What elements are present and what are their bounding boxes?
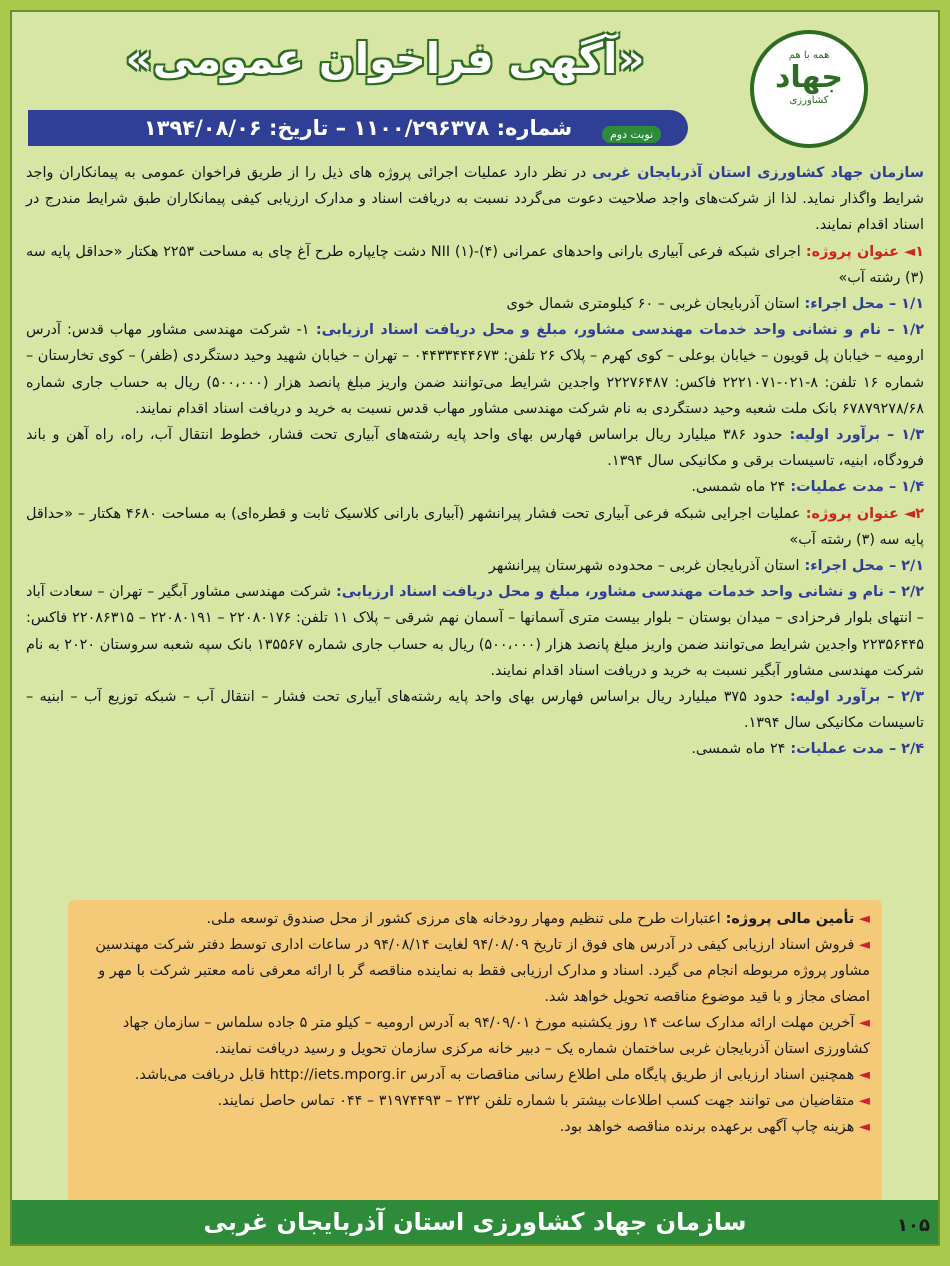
notice-contact [80, 1088, 870, 1114]
jahad-logo [750, 30, 868, 148]
project2-duration-label: ۲/۴ – مدت عملیات: [785, 741, 924, 758]
header [12, 12, 938, 141]
project2-text: عملیات اجرایی شبکه فرعی آبیاری تحت فشار پیرانشهر (آبیاری بارانی کلاسیک ثابت و قطره‌ای) به مساحت ۴۶۸۰ هکتار – «حداقل پایه سه (۳) رشته آب» [26, 505, 924, 548]
project2-title [26, 501, 924, 553]
arrow-icon: ◄ [858, 1067, 870, 1083]
project1-estimate [26, 422, 924, 474]
sale-text: فروش اسناد ارزیابی کیفی در آدرس های فوق از تاریخ ۹۴/۰۸/۰۹ لغایت ۹۴/۰۸/۱۴ در ساعات اداری توسط دفتر شرکت مهندسین مشاور پروژه مربوطه انجام می گیرد. اسناد و مدارک ارزیابی فقط به نماینده مناقصه گر با ارائه معرفی نامه معتبر شرکت با مهر و امضای مجاز و با قید موضوع مناقصه تحویل خواهد شد. [95, 937, 870, 1005]
project2-consultant-text: شرکت مهندسی مشاور آبگیر – تهران – سعادت آباد – انتهای بلوار فرحزادی – میدان بوستان – بلوار بیست متری آسمانها – آسمان نهم شرقی – پلاک ۱۱ تلفن: ۲۲۰۸۰۱۷۶ – ۲۲۰۸۰۱۹۱ – ۲۲۰۸۶۳۱۵ فاکس: ۲۲۳۵۶۴۴۵ واجدین شرایط می‌توانند ضمن واریز مبلغ پانصد هزار (۵۰۰،۰۰۰) ریال به حساب جاری شماره ۱۳۵۵۶۷ بانک سپه شعبه سروستان ۲۰۲۰ به نام شرکت مهندسی مشاور آبگیر نسبت به خرید و دریافت اسناد اقدام نمایند. [26, 584, 925, 679]
cost-text: هزینه چاپ آگهی برعهده برنده مناقصه خواهد بود. [559, 1119, 855, 1135]
round-badge: نوبت دوم [602, 126, 661, 143]
advertisement-page [10, 10, 940, 1246]
project2-duration [26, 736, 924, 762]
project1-marker: ۱◄ [904, 243, 924, 260]
project2-consultant [26, 579, 924, 684]
notice-cost [80, 1114, 870, 1140]
intro-paragraph [26, 160, 924, 239]
project1-duration-label: ۱/۴ – مدت عملیات: [785, 479, 924, 496]
project1-consultant-text: ۱- شرکت مهندسی مشاور مهاب قدس: آدرس ارومیه – خیابان پل قویون – خیابان بوعلی – کوی کهرم – پلاک ۲۶ تلفن: ۰۴۴۳۳۴۴۴۶۷۳ – تهران – خیابان شهید وحید دستگردی (ظفر) – کوی تخارستان – شماره ۱۶ تلفن: ۸-۰۲۱-۲۲۲۱۰۷۱ فاکس: ۲۲۲۷۶۴۸۷ واجدین شرایط می‌توانند ضمن واریز مبلغ پانصد هزار (۵۰۰،۰۰۰) ریال به حساب جاری شماره ۶۷۸۷۹۲۷۸/۶۸ بانک ملت شعبه وحید دستگردی به نام شرکت مهندسی مشاور مهاب قدس نسبت به خرید و دریافت اسناد اقدام نمایند. [26, 322, 924, 417]
notice-funding [80, 906, 870, 932]
intro-text: در نظر دارد عملیات اجرائی پروژه های ذیل را از طریق فراخوان عمومی به پیمانکاران واجد شرایط واگذار نماید. لذا از شرکت‌های واجد صلاحیت دعوت می‌گردد نسبت به دریافت اسناد و مدارک ارزیابی کیفی پیمانکاران طبق شرایط مندرج در اسناد اقدام نمایند. [26, 165, 924, 234]
logo-tagline: همه با هم [788, 50, 830, 61]
arrow-icon: ◄ [858, 1119, 870, 1135]
deadline-text: آخرین مهلت ارائه مدارک ساعت ۱۴ روز یکشنبه مورخ ۹۴/۰۹/۰۱ به آدرس ارومیه – کیلو متر ۵ جاده سلماس – سازمان جهاد کشاورزی استان آذربایجان غربی ساختمان شماره یک – دبیر خانه مرکزی سازمان تحویل و رسید دریافت نمایند. [122, 1015, 870, 1057]
project2-location-label: ۲/۱ – محل اجراء: [799, 558, 924, 575]
arrow-icon: ◄ [858, 1015, 870, 1031]
project2-estimate [26, 684, 924, 736]
project1-label: عنوان پروژه: [800, 243, 905, 260]
notice-deadline [80, 1010, 870, 1062]
project2-duration-text: ۲۴ ماه شمسی. [691, 741, 786, 758]
notice-box [68, 900, 882, 1210]
project1-duration [26, 474, 924, 500]
arrow-icon: ◄ [858, 911, 870, 927]
notice-website [80, 1062, 870, 1088]
page-title: «آگهی فراخوان عمومی» [125, 34, 645, 83]
project1-title [26, 239, 924, 291]
project2-consultant-label: ۲/۲ – نام و نشانی واحد خدمات مهندسی مشاور، مبلغ و محل دریافت اسناد ارزیابی: [330, 584, 924, 601]
project1-duration-text: ۲۴ ماه شمسی. [691, 479, 786, 496]
project1-estimate-text: حدود ۳۸۶ میلیارد ریال براساس فهارس بهای واحد پایه رشته‌های آبیاری تحت فشار، خطوط انتقال آب، راه، راه آهن و باند فرودگاه، ابنیه، تاسیسات برقی و مکانیکی سال ۱۳۹۴. [26, 427, 924, 470]
project1-location-text: استان آذربایجان غربی – ۶۰ کیلومتری شمال خوی [506, 296, 800, 313]
website-text: همچنین اسناد ارزیابی از طریق پایگاه ملی اطلاع رسانی مناقصات به آدرس http://iets.mporg.ir قابل دریافت می‌باشد. [134, 1067, 855, 1083]
project2-location [26, 553, 924, 579]
project1-text: اجرای شبکه فرعی آبیاری بارانی واحدهای عمرانی (۴)-(۱) NII دشت چایپاره طرح آغ چای به مساحت ۲۲۵۳ هکتار «حداقل پایه سه (۳) رشته آب» [26, 243, 924, 286]
arrow-icon: ◄ [858, 937, 870, 953]
project1-location-label: ۱/۱ – محل اجراء: [799, 296, 924, 313]
funding-label: تأمین مالی پروژه: [720, 911, 855, 927]
arrow-icon: ◄ [858, 1093, 870, 1109]
project1-consultant [26, 317, 924, 422]
announcement-body [26, 160, 924, 763]
project1-estimate-label: ۱/۳ – برآورد اولیه: [782, 427, 925, 444]
project1-location [26, 291, 924, 317]
notice-sale [80, 932, 870, 1010]
page-number: ۱۰۵ [897, 1215, 930, 1236]
logo-subtitle: کشاورزی [789, 95, 829, 106]
logo-name: جهاد [774, 60, 844, 95]
project2-marker: ۲◄ [904, 505, 924, 522]
project2-location-text: استان آذربایجان غربی – محدوده شهرستان پیرانشهر [488, 558, 800, 575]
number-date-bar: شماره: ۱۱۰۰/۲۹۶۳۷۸ – تاریخ: ۱۳۹۴/۰۸/۰۶ [28, 110, 688, 146]
contact-text: متقاضیان می توانند جهت کسب اطلاعات بیشتر با شماره تلفن ۲۳۲ – ۳۱۹۷۴۴۹۳ – ۰۴۴ تماس حاصل نمایند. [217, 1093, 855, 1109]
intro-org: سازمان جهاد کشاورزی استان آذربایجان غربی [592, 165, 924, 181]
footer-bar: سازمان جهاد کشاورزی استان آذربایجان غربی [12, 1200, 938, 1244]
project2-label: عنوان پروژه: [800, 505, 905, 522]
project1-consultant-label: ۱/۲ – نام و نشانی واحد خدمات مهندسی مشاور، مبلغ و محل دریافت اسناد ارزیابی: [309, 322, 924, 339]
funding-text: اعتبارات طرح ملی تنظیم ومهار رودخانه های مرزی کشور از محل صندوق توسعه ملی. [206, 911, 721, 927]
project2-estimate-label: ۲/۳ – برآورد اولیه: [783, 689, 924, 706]
project2-estimate-text: حدود ۳۷۵ میلیارد ریال براساس فهارس بهای واحد پایه رشته‌های آبیاری تحت فشار – انتقال آب – شبکه توزیع آب – ابنیه – تاسیسات مکانیکی سال ۱۳۹۴. [26, 689, 924, 732]
